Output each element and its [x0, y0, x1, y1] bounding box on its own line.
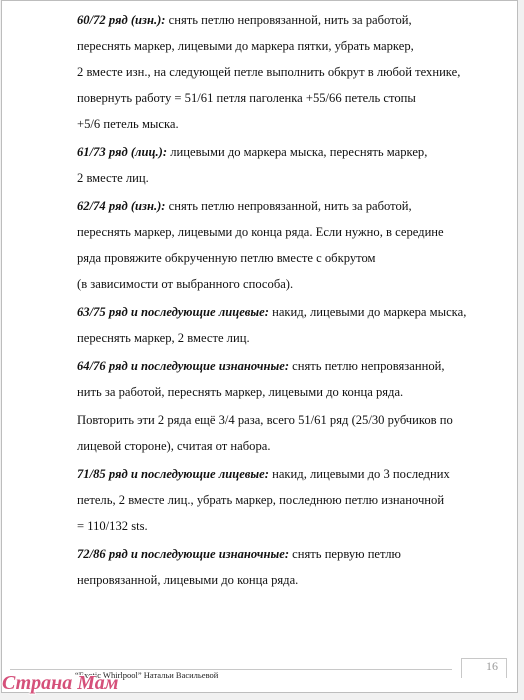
text-line: [77, 353, 507, 379]
text-line: лицевой стороне), считая от набора.: [77, 439, 271, 453]
paragraph-row-72: [77, 541, 507, 593]
row-heading: 71/85 ряд и последующие лицевые:: [77, 467, 269, 481]
text-line: [77, 7, 507, 33]
row-heading: 60/72 ряд (изн.):: [77, 13, 166, 27]
text-line: [77, 299, 507, 325]
row-text: снять петлю непровязанной, нить за работой,: [165, 13, 412, 27]
text-line: ряда провяжите обкрученную петлю вместе с обкрутом: [77, 251, 376, 265]
watermark-logo: Страна Мам: [2, 672, 119, 694]
text-line: [77, 139, 507, 165]
page-number-box: [461, 658, 507, 678]
text-line: (в зависимости от выбранного способа).: [77, 277, 294, 291]
text-line: переснять маркер, 2 вместе лиц.: [77, 331, 250, 345]
row-text: снять петлю непровязанной, нить за работой,: [165, 199, 412, 213]
paragraph-row-63: [77, 299, 507, 351]
text-line: нить за работой, переснять маркер, лицевыми до конца ряда.: [77, 385, 404, 399]
text-line: переснять маркер, лицевыми до маркера пятки, убрать маркер,: [77, 39, 414, 53]
text-line: [77, 193, 507, 219]
row-heading: 72/86 ряд и последующие изнаночные:: [77, 547, 290, 561]
text-line: 2 вместе изн., на следующей петле выполнить обкрут в любой технике,: [77, 65, 461, 79]
row-heading: 61/73 ряд (лиц.):: [77, 145, 168, 159]
paragraph-row-61: [77, 139, 507, 191]
row-heading: 63/75 ряд и последующие лицевые:: [77, 305, 269, 319]
row-text: накид, лицевыми до 3 последних: [268, 467, 450, 481]
text-line: +5/6 петель мыска.: [77, 117, 179, 131]
text-line: [77, 541, 507, 567]
text-line: переснять маркер, лицевыми до конца ряда. Если нужно, в середине: [77, 225, 444, 239]
row-text: накид, лицевыми до маркера мыска,: [268, 305, 467, 319]
text-line: непровязанной, лицевыми до конца ряда.: [77, 573, 299, 587]
page-number: 16: [486, 659, 498, 673]
paragraph-repeat: [77, 407, 507, 459]
text-line: петель, 2 вместе лиц., убрать маркер, последнюю петлю изнаночной: [77, 493, 445, 507]
text-line: 2 вместе лиц.: [77, 171, 149, 185]
row-heading: 62/74 ряд (изн.):: [77, 199, 166, 213]
text-line: Повторить эти 2 ряда ещё 3/4 раза, всего 51/61 ряд (25/30 рубчиков по: [77, 413, 453, 427]
paragraph-row-62: [77, 193, 507, 297]
paragraph-row-71: [77, 461, 507, 539]
row-text: снять петлю непровязанной,: [289, 359, 445, 373]
paragraph-row-64: [77, 353, 507, 405]
text-line: повернуть работу = 51/61 петля паголенка +55/66 петель стопы: [77, 91, 416, 105]
row-text: снять первую петлю: [289, 547, 401, 561]
row-text: лицевыми до маркера мыска, переснять маркер,: [167, 145, 428, 159]
row-heading: 64/76 ряд и последующие изнаночные:: [77, 359, 290, 373]
page-body: [77, 7, 507, 595]
paragraph-row-60: [77, 7, 507, 137]
text-line: [77, 461, 507, 487]
document-page: [1, 0, 518, 693]
footer-title: “Exotic Whirlpool” Натальи Васильевой: [75, 670, 219, 680]
text-line: = 110/132 sts.: [77, 519, 148, 533]
